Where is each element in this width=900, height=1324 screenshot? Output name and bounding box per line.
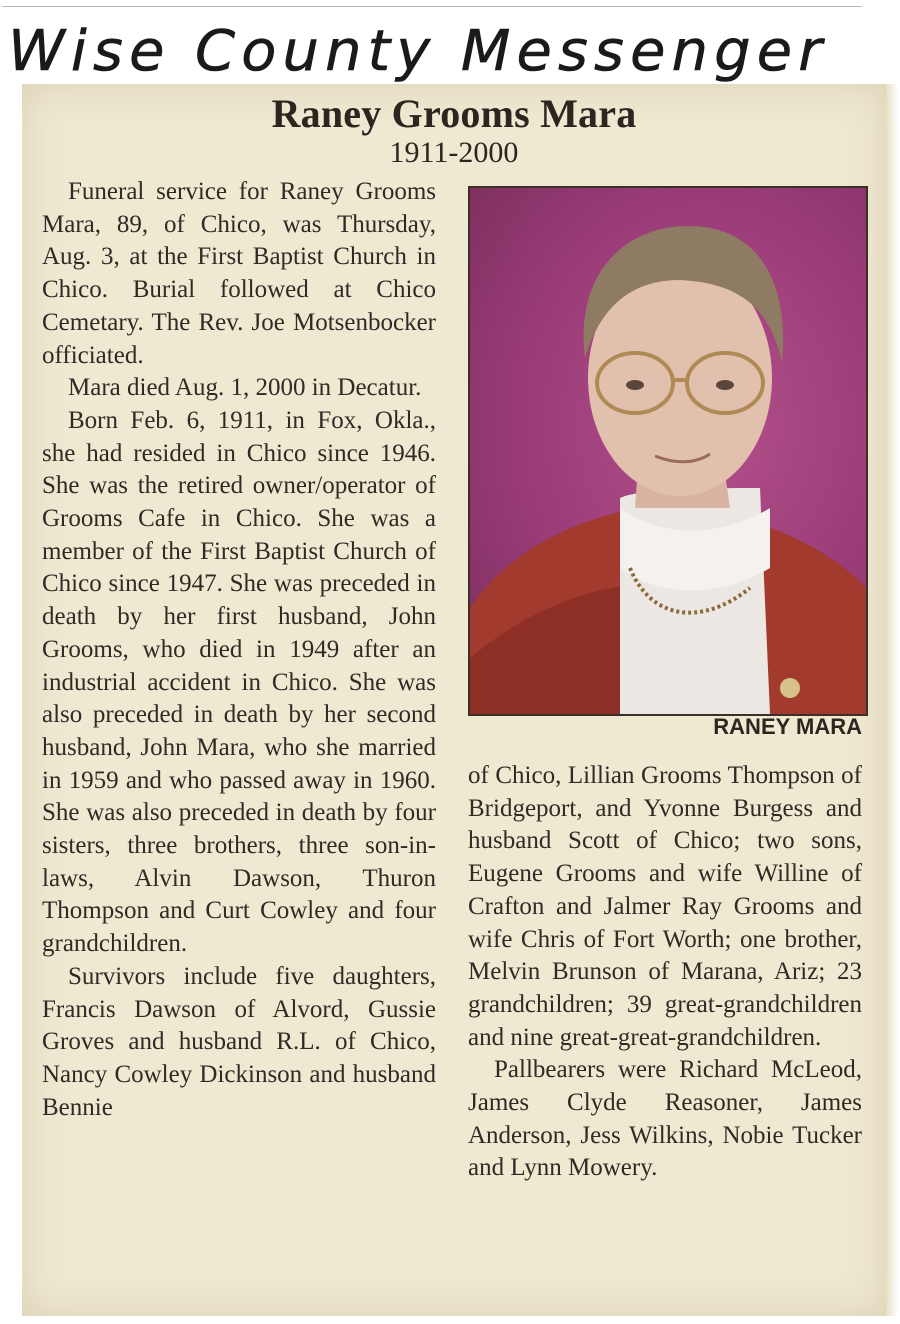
- handwritten-text: Wise County Messenger: [8, 19, 828, 84]
- paragraph-survivors-continued: of Chico, Lillian Grooms Thompson of Bridgeport, and Yvonne Burgess and husband Scott of Chico; two sons, Eugene Grooms and wife Willine of Crafton and Jalmer Ray Grooms and wife Chris of Fort Worth; one brother, Melvin Brunson of Marana, Ariz; 23 grandchildren; 39 great-grandchildren and nine great-great-grandchildren.: [468, 762, 862, 1051]
- paragraph-death: Mara died Aug. 1, 2000 in Decatur.: [68, 374, 422, 402]
- paragraph-biography: Born Feb. 6, 1911, in Fox, Okla., she had resided in Chico since 1946. She was the retired owner/operator of Grooms Cafe in Chico. She was a member of the First Baptist Church of Chico since 1947. She was preceded in death by her first husband, John Grooms, who died in 1949 after an industrial accident in Chico. She was also preceded in death by her second husband, John Mara, who she married in 1959 and who passed away in 1960. She was also preceded in death by four sisters, three brothers, three son-in-laws, Alvin Dawson, Thuron Thompson and Curt Cowley and four grandchildren.: [42, 406, 436, 958]
- clipping-edge: [886, 84, 898, 1316]
- photo-caption: RANEY MARA: [713, 714, 862, 739]
- handwritten-note-drawing: [0, 0, 900, 88]
- article-column-left: [42, 176, 436, 1312]
- paragraph-funeral: Funeral service for Raney Grooms Mara, 89, of Chico, was Thursday, Aug. 3, at the First Baptist Church in Chico. Burial followed at Chico Cemetary. The Rev. Joe Motsenbocker officiated.: [42, 178, 436, 369]
- article-column-right: [468, 760, 862, 1185]
- paragraph-pallbearers: Pallbearers were Richard McLeod, James Clyde Reasoner, James Anderson, Jess Wilkins, Nobie Tucker and Lynn Mowery.: [468, 1056, 862, 1182]
- portrait-photo: [468, 186, 868, 716]
- handwritten-note: [0, 0, 900, 88]
- newspaper-clipping: [22, 84, 886, 1316]
- obituary-years: 1911-2000: [389, 136, 519, 169]
- paragraph-survivors: Survivors include five daughters, Francis Dawson of Alvord, Gussie Groves and husband R.L. of Chico, Nancy Cowley Dickinson and husband Bennie: [42, 962, 436, 1121]
- clipping-top-rule: [2, 6, 862, 7]
- obituary-headline: Raney Grooms Mara: [271, 91, 637, 136]
- portrait-drawing: [470, 188, 866, 714]
